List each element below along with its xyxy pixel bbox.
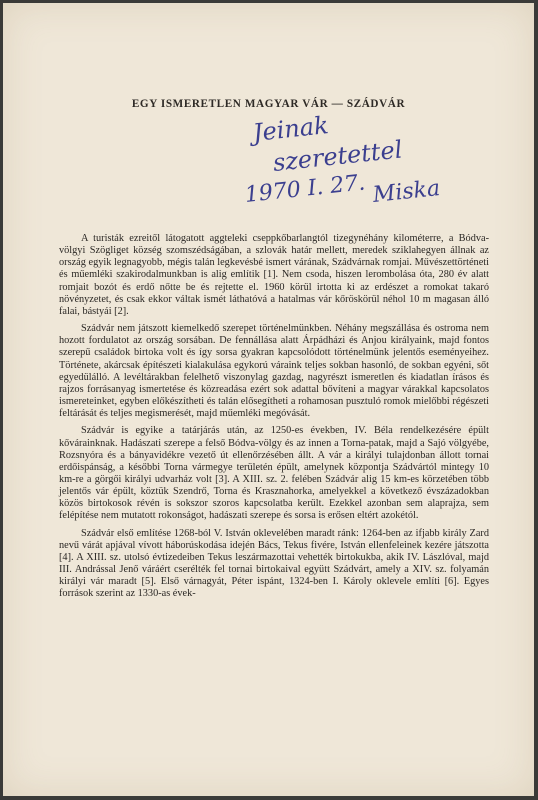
paragraph-2: Szádvár nem játszott kiemelkedő szerepet történelmünkben. Néhány megszállása és ostroma nem hozott fordulatot az ország sorsában. De fennállása alatt Árpádházi és Anjou királyaink, majd fontos szerepű családok birtoka volt és így sorsa gyakran kapcsolódott történelmünk jelentős eseményeihez. Története, akárcsak építészeti kialakulása egykorú váraink teljes sokban hasonló, de sokban egyéni, sőt egyedülálló. A levéltárakban felelhető viszonylag gazdag, nagyrészt ismeretlen és kiadatlan írásos és rajzos forrásanyag ismertetése és közreadása ezért sok adattal bővíteni a magyar várakkal kapcsolatos ismereteinket, egyben előkészítheti és talán elősegítheti a rohamosan pusztuló romok mielőbbi régészeti feltárását és teljes megismerését, majd műemléki megóvását. — [59, 323, 489, 420]
document-page — [3, 3, 534, 796]
paragraph-4: Szádvár első említése 1268-ból V. István oklevelében maradt ránk: 1264-ben az ifjabb király Zard nevű várát apjával vívott háborúskodása idején Bács, Tekus fivére, István ellenfeleinek kezére játszotta [4]. A XIII. sz. utolsó évtizedeiben Tekus leszármazottai vehették birtokukba, akik IV. Lászlóval, majd III. Andrással Jenő váráért cserélték fel tornai birtokaival együtt Szádvárt, amely a XIV. sz. folyamán királyi vár maradt [5]. Első várnagyát, Péter ispánt, 1324-ben I. Károly oklevele említi [6]. Egyes források szerint az 1330-as évek- — [59, 527, 489, 600]
dedication-line-2: szeretettel — [271, 135, 404, 177]
paragraph-1: A turisták ezreitől látogatott aggteleki cseppkőbarlangtól tizegynéhány kilométerre, a Bódva-völgyi Szögliget község szomszédságában, a szlovák határ mellett, meredek sziklahegyen állnak az ország egyik legnagyobb, mégis talán legkevésbé ismert várának, Szádvárnak romjai. Művészettörténeti és műemléki szakirodalmunkban is alig említik [1]. Nem csoda, hiszen lerombolása óta, 280 év alatt romjait bozót és erdő nőtte be és rejtette el. 1960 körül irtotta ki az erdészet a romokat takaró növényzetet, és csak ekkor váltak ismét láthatóvá a hatalmas vár kőröskörül néhol 10 m magasan álló falai, bástyái [2]. — [59, 233, 489, 317]
document-title: EGY ISMERETLEN MAGYAR VÁR — SZÁDVÁR — [131, 98, 406, 110]
paragraph-3: Szádvár is egyike a tatárjárás után, az 1250-es években, IV. Béla rendelkezésére épült kővárainknak. Hadászati szerepe a felső Bódva-völgy és az innen a Torna-patak, majd a Sajó völgyébe, Rozsnyóra és a bányavidékre vezető út ellenőrzésében állt. A vár a királyi tulajdonban állott tornai erdőispánság, a későbbi Torna vármegye területén épült, amelynek központja Szádvártól mintegy 10 km-re a görgői királyi udvarház volt [3]. A XIII. sz. 2. felében Szádvár alig 15 km-es körzetében több jelentős vár épült, köztük Szendrő, Torna és Krasznahorka, amelyekkel a következő évszázadokban közös birtokosok révén is sokszor szoros kapcsolatba került. Ezekkel azonban sem alaprajza, sem felépítése nem mutatott rokonságot, hadászati szerepe és sorsa is erősen eltért azokétól. — [59, 425, 489, 522]
dedication-date: 1970 I. 27. — [243, 170, 367, 208]
dedication-line-1: Jeinak — [251, 111, 330, 147]
body-text — [59, 233, 489, 606]
dedication-signature: Miska — [371, 176, 442, 208]
